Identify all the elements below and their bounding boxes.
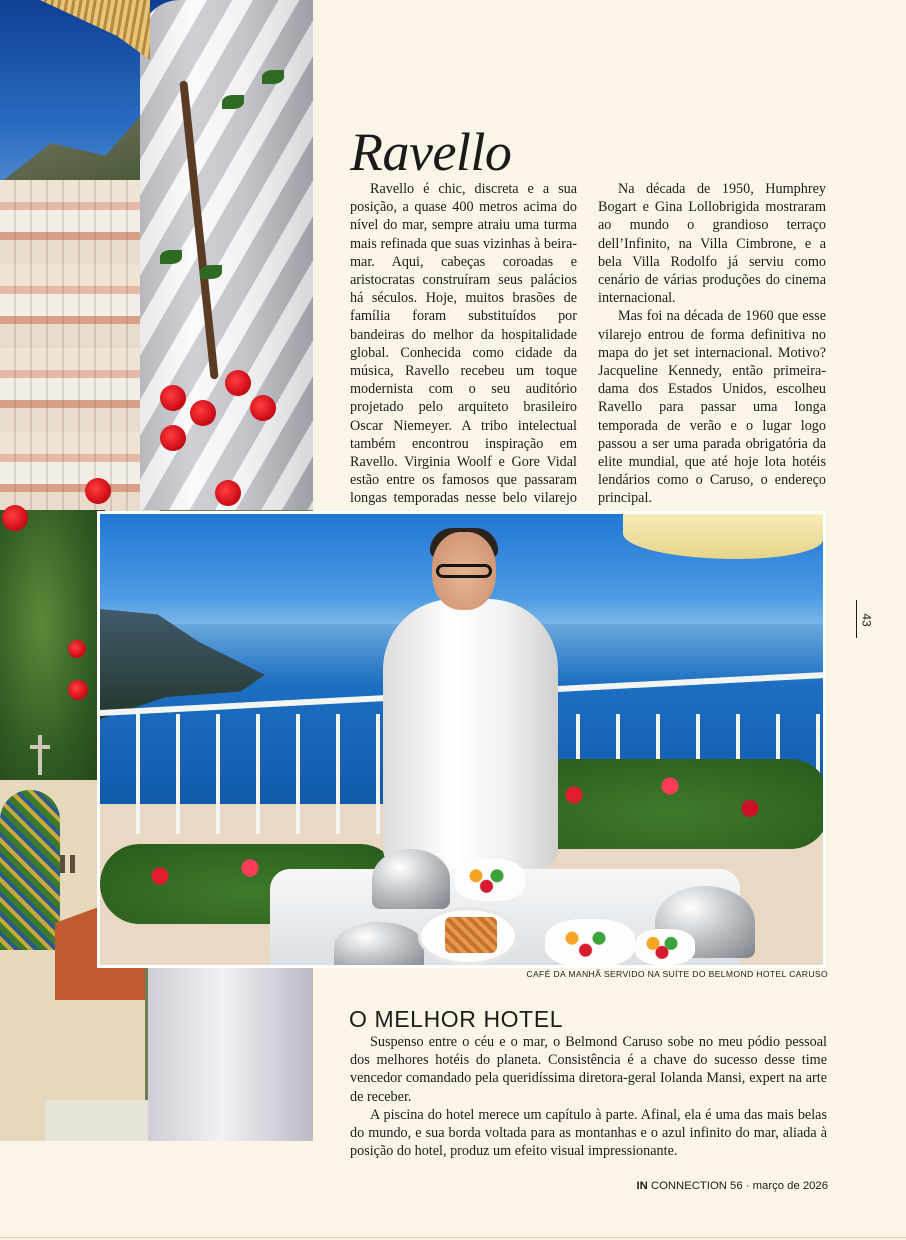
breakfast-terrace-photo — [97, 511, 826, 968]
white-column-lower — [148, 968, 313, 1141]
flower — [190, 400, 216, 426]
section-title: O MELHOR HOTEL — [349, 1006, 564, 1032]
fruit-plate — [545, 919, 635, 967]
flower — [160, 425, 186, 451]
berry-bowl — [635, 929, 695, 965]
cloche — [334, 922, 424, 968]
photo-caption: CAFÉ DA MANHÃ SERVIDO NA SUÍTE DO BELMOND HOTEL CARUSO — [526, 969, 828, 979]
page-number-text: 43 — [859, 613, 874, 627]
flower — [68, 640, 86, 658]
article-title: Ravello — [350, 122, 512, 182]
leaf — [262, 70, 284, 84]
page-edge-rule — [0, 1237, 906, 1238]
church-windows — [60, 855, 80, 873]
page-number — [852, 600, 882, 640]
leaf — [222, 95, 244, 109]
flower — [225, 370, 251, 396]
footer-brand: IN — [636, 1180, 648, 1192]
footer — [637, 1180, 829, 1192]
man-in-bathrobe — [383, 599, 558, 869]
flower — [160, 385, 186, 411]
fruit-plate — [455, 859, 525, 901]
cross-icon — [38, 735, 42, 775]
paragraph: Mas foi na década de 1960 que esse vilarejo entrou de forma definitiva no mapa do jet set internacional. Motivo? Jacqueline Kennedy, então primeira-dama dos Estados Unidos, escolheu Ravello para passar uma longa temporada de verão e o lugar logo passou a ser uma parada obrigatória da elite mundial, que até hoje lota hotéis lendários como o Caruso, o endereço principal. — [598, 308, 826, 507]
flower — [85, 478, 111, 504]
section-body — [350, 1033, 827, 1160]
paragraph: Suspenso entre o céu e o mar, o Belmond Caruso sobe no meu pódio pessoal dos melhores hotéis do planeta. Consistência é a chave do sucesso desse time vencedor comandado pela queridíssima diretora-geral Iolanda Mansi, expert na arte de receber. — [350, 1034, 827, 1105]
article-column-2 — [598, 180, 826, 508]
paragraph: A piscina do hotel merece um capítulo à parte. Afinal, ela é uma das mais belas do mundo, e sua borda voltada para as montanhas e o azul infinito do mar, aliada à posição do hotel, produz um efeito visual impressionante. — [350, 1106, 827, 1160]
leaf — [200, 265, 222, 279]
flower — [2, 505, 28, 531]
tiled-dome — [0, 790, 60, 950]
flower — [250, 395, 276, 421]
hillside-town — [0, 180, 160, 520]
steps — [45, 1100, 148, 1141]
cloche — [372, 849, 450, 909]
glasses-icon — [436, 564, 492, 578]
paragraph: Ravello é chic, discreta e a sua posição, a quase 400 metros acima do nível do mar, sempre atraiu uma turma mais refinada que suas vizinhas à beira-mar. Aqui, cabeças coroadas e aristocratas construíram seus palácios há séculos. Hoje, muitos brasões de família foram substituídos por bandeiras do melhor da hospitalidade global. Conhecida como cidade da música, Ravello recebeu um toque modernista com o seu auditório projetado pelo arquiteto brasileiro Oscar Niemeyer. A tribo intelectual também encontrou inspiração em Ravello. Virginia Woolf e Gore Vidal estão entre os famosos que passaram longas temporadas nesse belo vilarejo — [350, 181, 577, 507]
paragraph: Na década de 1950, Humphrey Bogart e Gina Lollobrigida mostraram ao mundo o grandioso terraço dell’Infinito, na Villa Cimbrone, e a bela Villa Rodolfo já serviu como cenário de várias produções do cinema internacional. — [598, 181, 826, 307]
footer-publication: CONNECTION 56 · março de 2026 — [650, 1180, 828, 1192]
article-column-1 — [350, 180, 577, 526]
waffle — [445, 917, 497, 953]
flower — [215, 480, 241, 506]
flower — [68, 680, 88, 700]
vegetation — [0, 510, 105, 790]
leaf — [160, 250, 182, 264]
